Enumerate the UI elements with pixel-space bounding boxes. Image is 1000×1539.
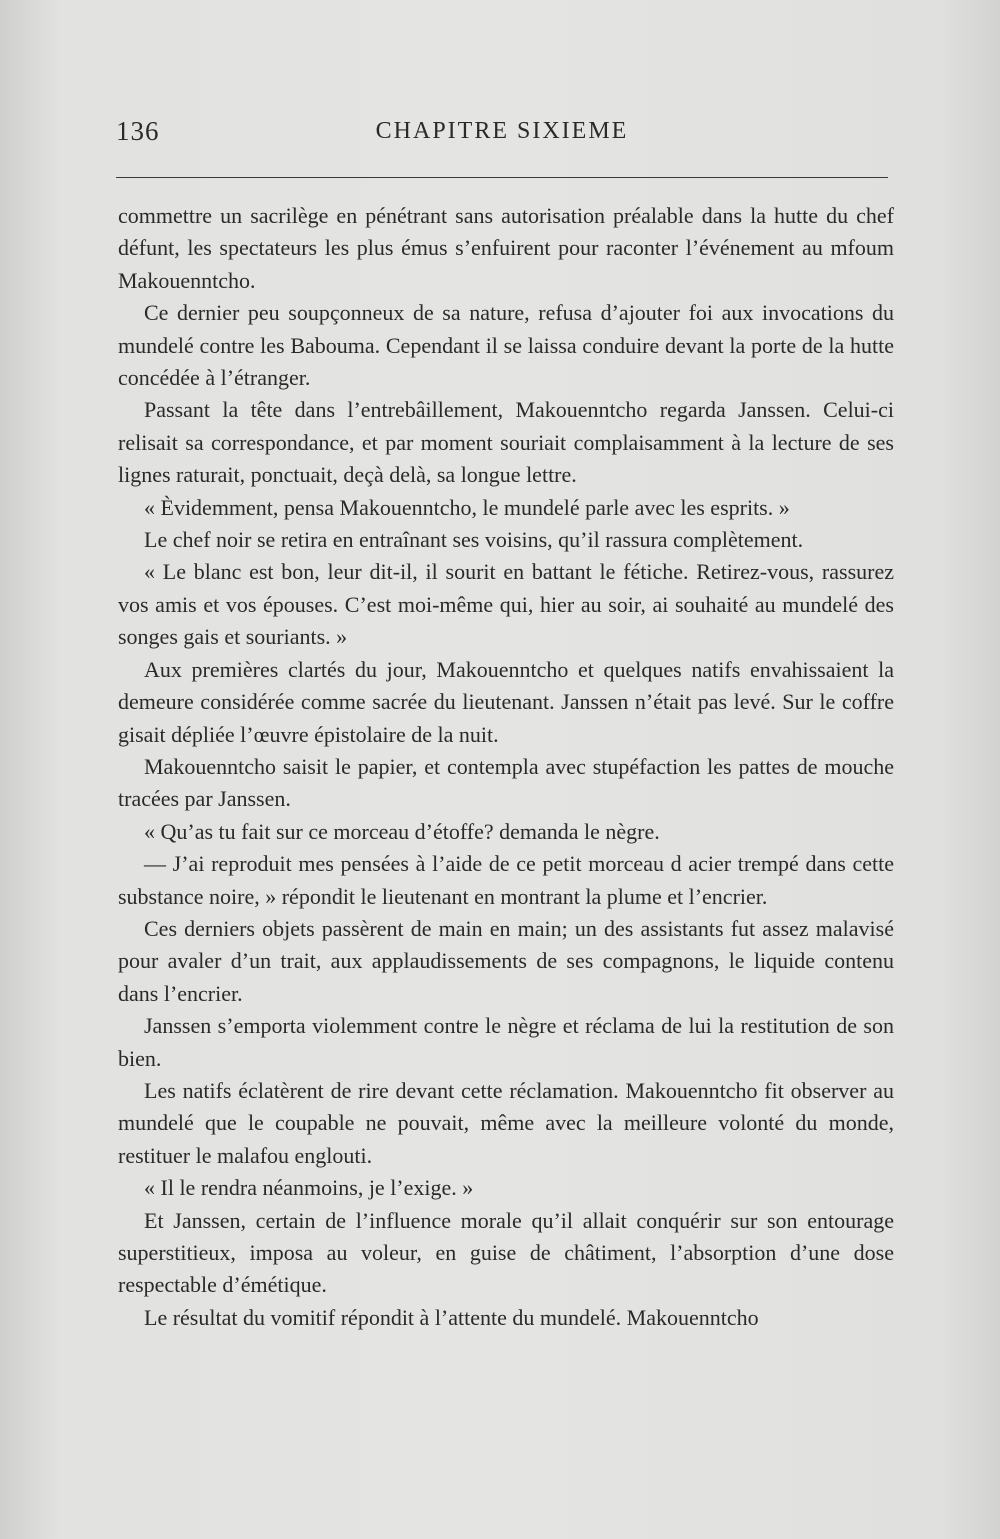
paragraph: Makouenntcho saisit le papier, et contempla avec stupéfaction les pattes de mouche tracées par Janssen.: [118, 753, 894, 812]
page-header: [116, 112, 888, 152]
paragraph: Ce dernier peu soupçonneux de sa nature, refusa d’ajouter foi aux invocations du mundelé contre les Babouma. Cependant il se laissa conduire devant la porte de la hutte concédée à l’étranger.: [118, 300, 894, 391]
paragraph: Les natifs éclatèrent de rire devant cette réclamation. Makouenntcho fit observer au mundelé que le coupable ne pouvait, même avec la meilleure volonté du monde, restituer le malafou englouti.: [118, 1077, 894, 1168]
header-rule: [116, 177, 888, 178]
body-text: [118, 200, 894, 1334]
paragraph: « Èvidemment, pensa Makouenntcho, le mundelé parle avec les esprits. »: [144, 494, 790, 520]
paragraph: Passant la tête dans l’entrebâillement, Makouenntcho regarda Janssen. Celui-ci relisait sa correspondance, et par moment souriait complaisamment à la lecture de ses lignes raturait, ponctuait, deçà delà, sa longue lettre.: [118, 397, 894, 488]
paragraph: commettre un sacrilège en pénétrant sans autorisation préalable dans la hutte du chef défunt, les spectateurs les plus émus s’enfuirent pour raconter l’événement au mfoum Makouenntcho.: [118, 203, 894, 293]
running-head: CHAPITRE SIXIEME: [375, 118, 629, 144]
paragraph: Et Janssen, certain de l’influence morale qu’il allait conquérir sur son entourage superstitieux, imposa au voleur, en guise de châtiment, l’absorption d’une dose respectable d’émétique.: [118, 1207, 894, 1298]
page-number: 136: [116, 116, 160, 146]
paragraph: « Qu’as tu fait sur ce morceau d’étoffe? demanda le nègre.: [144, 818, 660, 844]
paragraph: Le chef noir se retira en entraînant ses voisins, qu’il rassura complètement.: [144, 527, 804, 553]
paragraph: Le résultat du vomitif répondit à l’attente du mundelé. Makouenntcho: [144, 1304, 759, 1330]
paragraph: — J’ai reproduit mes pensées à l’aide de ce petit morceau d acier trempé dans cette substance noire, » répondit le lieutenant en montrant la plume et l’encrier.: [118, 851, 894, 909]
paragraph: Aux premières clartés du jour, Makouenntcho et quelques natifs envahissaient la demeure considérée comme sacrée du lieutenant. Janssen n’était pas levé. Sur le coffre gisait dépliée l’œuvre épistolaire de la nuit.: [118, 656, 894, 747]
paragraph: « Le blanc est bon, leur dit-il, il sourit en battant le fétiche. Retirez-vous, rassurez vos amis et vos épouses. C’est moi-même qui, hier au soir, ai souhaité au mundelé des songes gais et souriants. »: [118, 559, 894, 650]
paragraph: Ces derniers objets passèrent de main en main; un des assistants fut assez malavisé pour avaler d’un trait, aux applaudissements de ses compagnons, le liquide contenu dans l’encrier.: [118, 915, 894, 1006]
paragraph: « Il le rendra néanmoins, je l’exige. »: [144, 1175, 474, 1201]
paragraph: Janssen s’emporta violemment contre le nègre et réclama de lui la restitution de son bien.: [118, 1013, 894, 1071]
